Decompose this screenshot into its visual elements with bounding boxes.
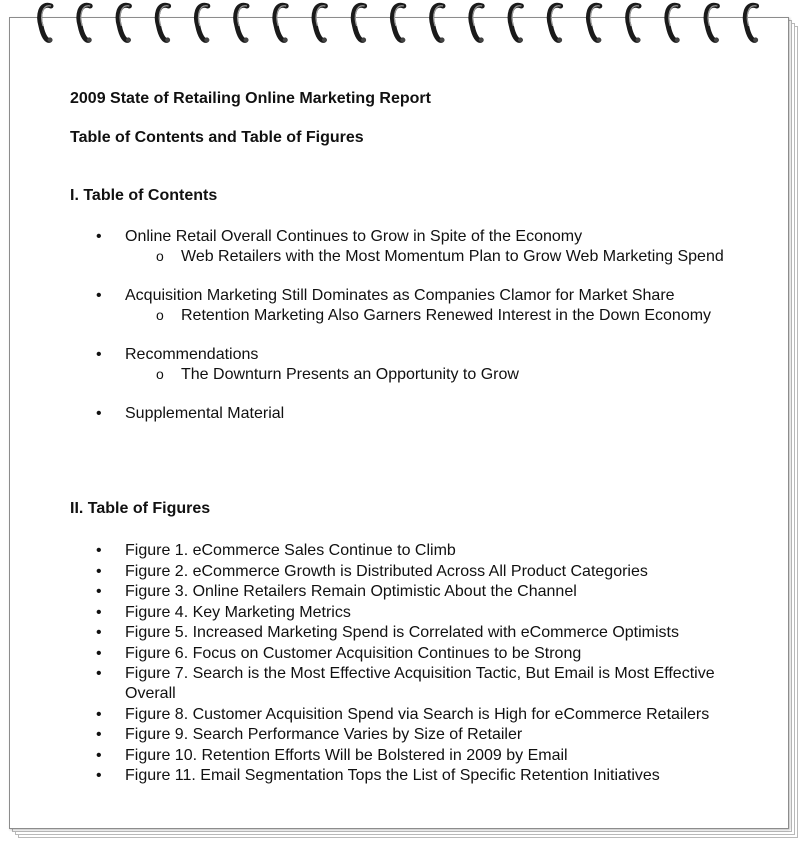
toc-heading: I. Table of Contents (70, 187, 218, 204)
toc-subitem (125, 365, 736, 384)
bullet-icon (96, 541, 125, 561)
figure-label: Figure 10. Retention Efforts Will be Bolstered in 2009 by Email (125, 746, 568, 764)
figure-label: Figure 4. Key Marketing Metrics (125, 603, 351, 621)
bullet-icon (96, 345, 125, 365)
figure-list-item (96, 562, 736, 582)
binding-ring-icon (197, 5, 210, 42)
binding-ring-icon (40, 5, 53, 42)
bullet-icon (96, 705, 125, 725)
figure-label: Figure 5. Increased Marketing Spend is Correlated with eCommerce Optimists (125, 624, 679, 641)
toc-list (96, 227, 736, 444)
binding-ring-icon (275, 5, 288, 42)
toc-item-label: Supplemental Material (125, 405, 285, 422)
tof-heading: II. Table of Figures (70, 500, 211, 517)
binding-ring-icon (79, 5, 92, 42)
toc-item-label: Recommendations (125, 346, 259, 363)
binding-ring-icon (118, 5, 131, 42)
bullet-icon (96, 766, 125, 786)
figure-list-item (96, 623, 736, 643)
binding-ring-icon (353, 5, 366, 42)
circle-bullet-icon: o (156, 307, 164, 323)
bullet-icon (96, 664, 125, 684)
figure-label: Figure 1. eCommerce Sales Continue to Climb (125, 542, 456, 559)
document-subtitle: Table of Contents and Table of Figures (70, 129, 364, 146)
spiral-binding (0, 0, 801, 50)
toc-subitem (125, 247, 736, 266)
figure-list-item (96, 603, 736, 623)
figure-list-item (96, 766, 736, 786)
binding-ring-icon (471, 5, 484, 42)
figure-list-item (96, 664, 736, 704)
circle-bullet-icon: o (156, 366, 164, 382)
toc-subitem-label: Web Retailers with the Most Momentum Plan to Grow Web Marketing Spend (181, 248, 724, 265)
binding-ring-icon (314, 5, 327, 42)
bullet-icon (96, 404, 125, 424)
toc-sublist (125, 306, 736, 325)
bullet-icon (96, 582, 125, 602)
binding-ring-icon (549, 5, 562, 42)
toc-sublist (125, 247, 736, 266)
circle-bullet-icon: o (156, 248, 164, 264)
binding-ring-icon (745, 5, 758, 42)
toc-subitem-label: The Downturn Presents an Opportunity to Grow (181, 366, 519, 383)
figure-label: Figure 9. Search Performance Varies by Size of Retailer (125, 726, 523, 743)
toc-subitem-label: Retention Marketing Also Garners Renewed Interest in the Down Economy (181, 307, 712, 324)
binding-ring-icon (393, 5, 406, 42)
toc-item (96, 227, 736, 266)
figure-label: Figure 11. Email Segmentation Tops the List of Specific Retention Initiatives (125, 767, 660, 784)
toc-subitem (125, 306, 736, 325)
binding-ring-icon (628, 5, 641, 42)
bullet-icon (96, 562, 125, 582)
binding-ring-icon (667, 5, 680, 42)
figure-list-item (96, 746, 736, 766)
bullet-icon (96, 286, 125, 306)
binding-ring-icon (589, 5, 602, 42)
figure-list-item (96, 644, 736, 664)
binding-ring-icon (157, 5, 170, 42)
toc-sublist (125, 365, 736, 384)
toc-item (96, 404, 736, 424)
figure-label: Figure 8. Customer Acquisition Spend via Search is High for eCommerce Retailers (125, 705, 710, 723)
binding-ring-icon (432, 5, 445, 42)
toc-item (96, 286, 736, 325)
bullet-icon (96, 227, 125, 247)
figure-label: Figure 3. Online Retailers Remain Optimistic About the Channel (125, 583, 577, 600)
binding-ring-icon (236, 5, 249, 42)
figure-list-item (96, 582, 736, 602)
figure-label: Figure 6. Focus on Customer Acquisition Continues to be Strong (125, 644, 582, 662)
document-title: 2009 State of Retailing Online Marketing Report (70, 90, 431, 107)
bullet-icon (96, 603, 125, 623)
figure-label: Figure 2. eCommerce Growth is Distributed Across All Product Categories (125, 562, 648, 580)
tof-list (96, 541, 736, 787)
toc-item-label: Online Retail Overall Continues to Grow in Spite of the Economy (125, 228, 583, 245)
figure-list-item (96, 541, 736, 561)
bullet-icon (96, 644, 125, 664)
bullet-icon (96, 746, 125, 766)
figure-label: Figure 7. Search is the Most Effective Acquisition Tactic, But Email is Most Effective Overall (125, 665, 715, 702)
binding-ring-icon (706, 5, 719, 42)
binding-ring-icon (510, 5, 523, 42)
figure-list-item (96, 725, 736, 745)
toc-item-label: Acquisition Marketing Still Dominates as Companies Clamor for Market Share (125, 287, 675, 304)
toc-item (96, 345, 736, 384)
bullet-icon (96, 623, 125, 643)
figure-list-item (96, 705, 736, 725)
bullet-icon (96, 725, 125, 745)
